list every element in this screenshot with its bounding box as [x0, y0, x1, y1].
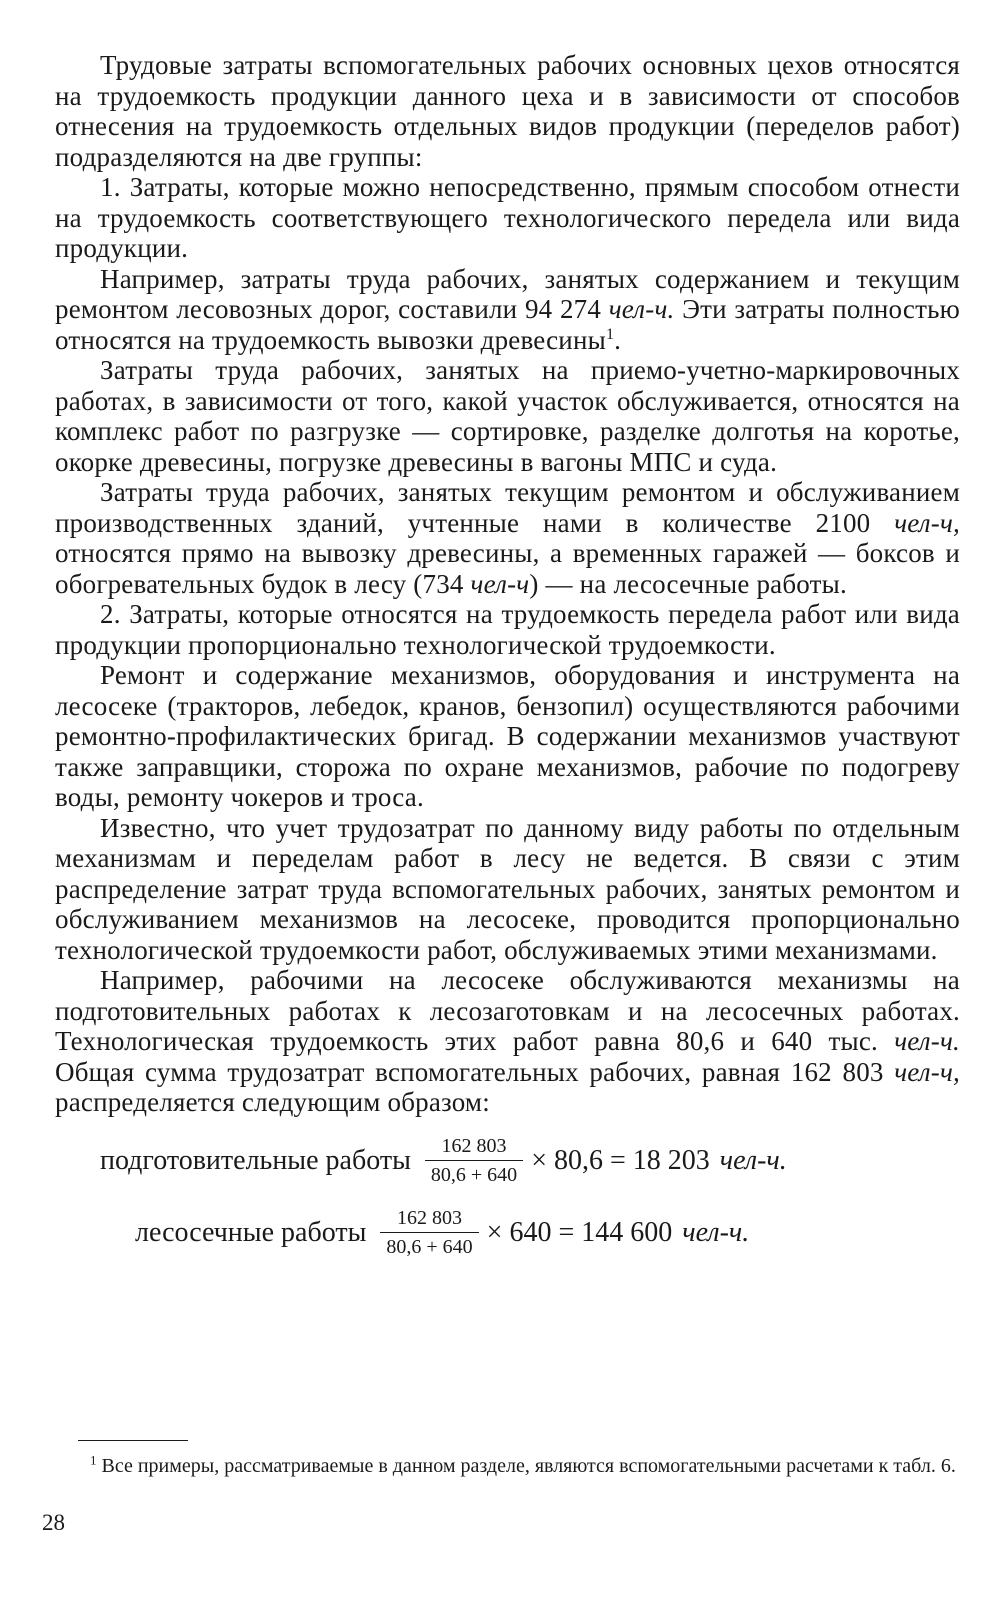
paragraph-example-roads: [55, 264, 960, 356]
unit-label: чел-ч.: [608, 294, 675, 324]
paragraph-accounting: Известно, что учет трудозатрат по данному виду работы по отдельным механизмам и переделам работ в лесу не ведется. В связи с этим распределение затрат труда вспомогательных рабочих, занятых ремонтом и обслуживанием механизмов на лесосеке, проводится пропорционально технологической трудоемкости работ, обслуживаемых этими механизмами.: [55, 812, 960, 965]
formula-result: × 640 = 144 600: [486, 1216, 673, 1248]
unit-label: чел-ч,: [894, 507, 960, 538]
fraction: [380, 1206, 478, 1259]
text-segment: .: [614, 324, 622, 355]
unit-label: чел-ч.: [894, 1026, 960, 1056]
paragraph-intro: Трудовые затраты вспомогательных рабочих основных цехов относятся на трудоемкость продукции данного цеха и в зависимости от способов отнесения на трудоемкость отдельных видов продукции (переделов работ) подразделяются на две группы:: [55, 50, 960, 172]
text-segment: относятся прямо на вывозку древесины, а временных гаражей — боксов и обогревательных будок в лесу (734: [55, 538, 960, 599]
unit-label: чел-ч.: [719, 1144, 787, 1176]
footnote-marker: 1: [90, 1452, 97, 1468]
paragraph-item-2: 2. Затраты, которые относятся на трудоемкость передела работ или вида продукции пропорционально технологической трудоемкости.: [55, 599, 960, 660]
formula-preparatory: [55, 1132, 960, 1190]
paragraph-repair: Ремонт и содержание механизмов, оборудования и инструмента на лесосеке (тракторов, лебедок, кранов, бензопил) осуществляются рабочими ремонтно-профилактических бригад. В содержании механизмов участвуют также заправщики, сторожа по охране механизмов, рабочие по подогреву воды, ремонту чокеров и троса.: [55, 660, 960, 812]
footnote-text: Все примеры, рассматриваемые в данном разделе, являются вспомогательными расчетами к табл. 6.: [96, 1455, 956, 1477]
text-segment: Затраты труда рабочих, занятых текущим ремонтом и обслуживанием производственных зданий, учтенные нами в количестве 2100: [55, 477, 960, 538]
text-segment: Эти затраты полностью относятся на трудоемкость вывозки древесины: [55, 294, 960, 355]
footnote: [45, 1454, 960, 1478]
paragraph-example-distribution: [55, 965, 960, 1118]
fraction-numerator: 162 803: [441, 1135, 507, 1157]
text-segment: Например, рабочими на лесосеке обслуживаются механизмы на подготовительных работах к лесозаготовкам и на лесосечных работах. Технологическая трудоемкость этих работ равна 80,6 и 640 тыс.: [55, 965, 960, 1056]
footnote-ref: 1: [605, 325, 615, 343]
text-segment: распределяется следующим образом:: [55, 1087, 490, 1117]
page-number: 28: [42, 1510, 65, 1535]
fraction: [425, 1134, 523, 1187]
fraction-numerator: 162 803: [397, 1207, 463, 1229]
unit-label: чел-ч,: [894, 1056, 960, 1087]
paragraph-buildings: [55, 477, 960, 599]
formula-result: × 80,6 = 18 203: [531, 1144, 710, 1176]
fraction-denominator: 80,6 + 640: [425, 1160, 523, 1187]
footnote-divider: [78, 1440, 188, 1441]
paragraph-marking-works: Затраты труда рабочих, занятых на приемо-учетно-маркировочных работах, в зависимости от того, какой участок обслуживается, относятся на комплекс работ по разгрузке — сортировке, разделке долготья на коротье, окорке древесины, погрузке древесины в вагоны МПС и суда.: [55, 355, 960, 477]
formula-label: подготовительные работы: [100, 1144, 411, 1176]
formula-logging: [55, 1204, 960, 1262]
text-segment: ) — на лесосечные работы.: [529, 568, 847, 599]
unit-label: чел-ч.: [682, 1216, 750, 1248]
unit-label: чел-ч: [470, 568, 530, 599]
paragraph-item-1: 1. Затраты, которые можно непосредственно, прямым способом отнести на трудоемкость соответствующего технологического передела или вида продукции.: [55, 172, 960, 263]
text-segment: Общая сумма трудозатрат вспомогательных рабочих, равная 162 803: [55, 1056, 895, 1087]
formula-label: лесосечные работы: [135, 1216, 367, 1248]
text-segment: Например, затраты труда рабочих, занятых содержанием и текущим ремонтом лесовозных дорог, составили 94 274: [55, 263, 960, 324]
fraction-denominator: 80,6 + 640: [380, 1232, 478, 1259]
page-body: [55, 50, 960, 1262]
